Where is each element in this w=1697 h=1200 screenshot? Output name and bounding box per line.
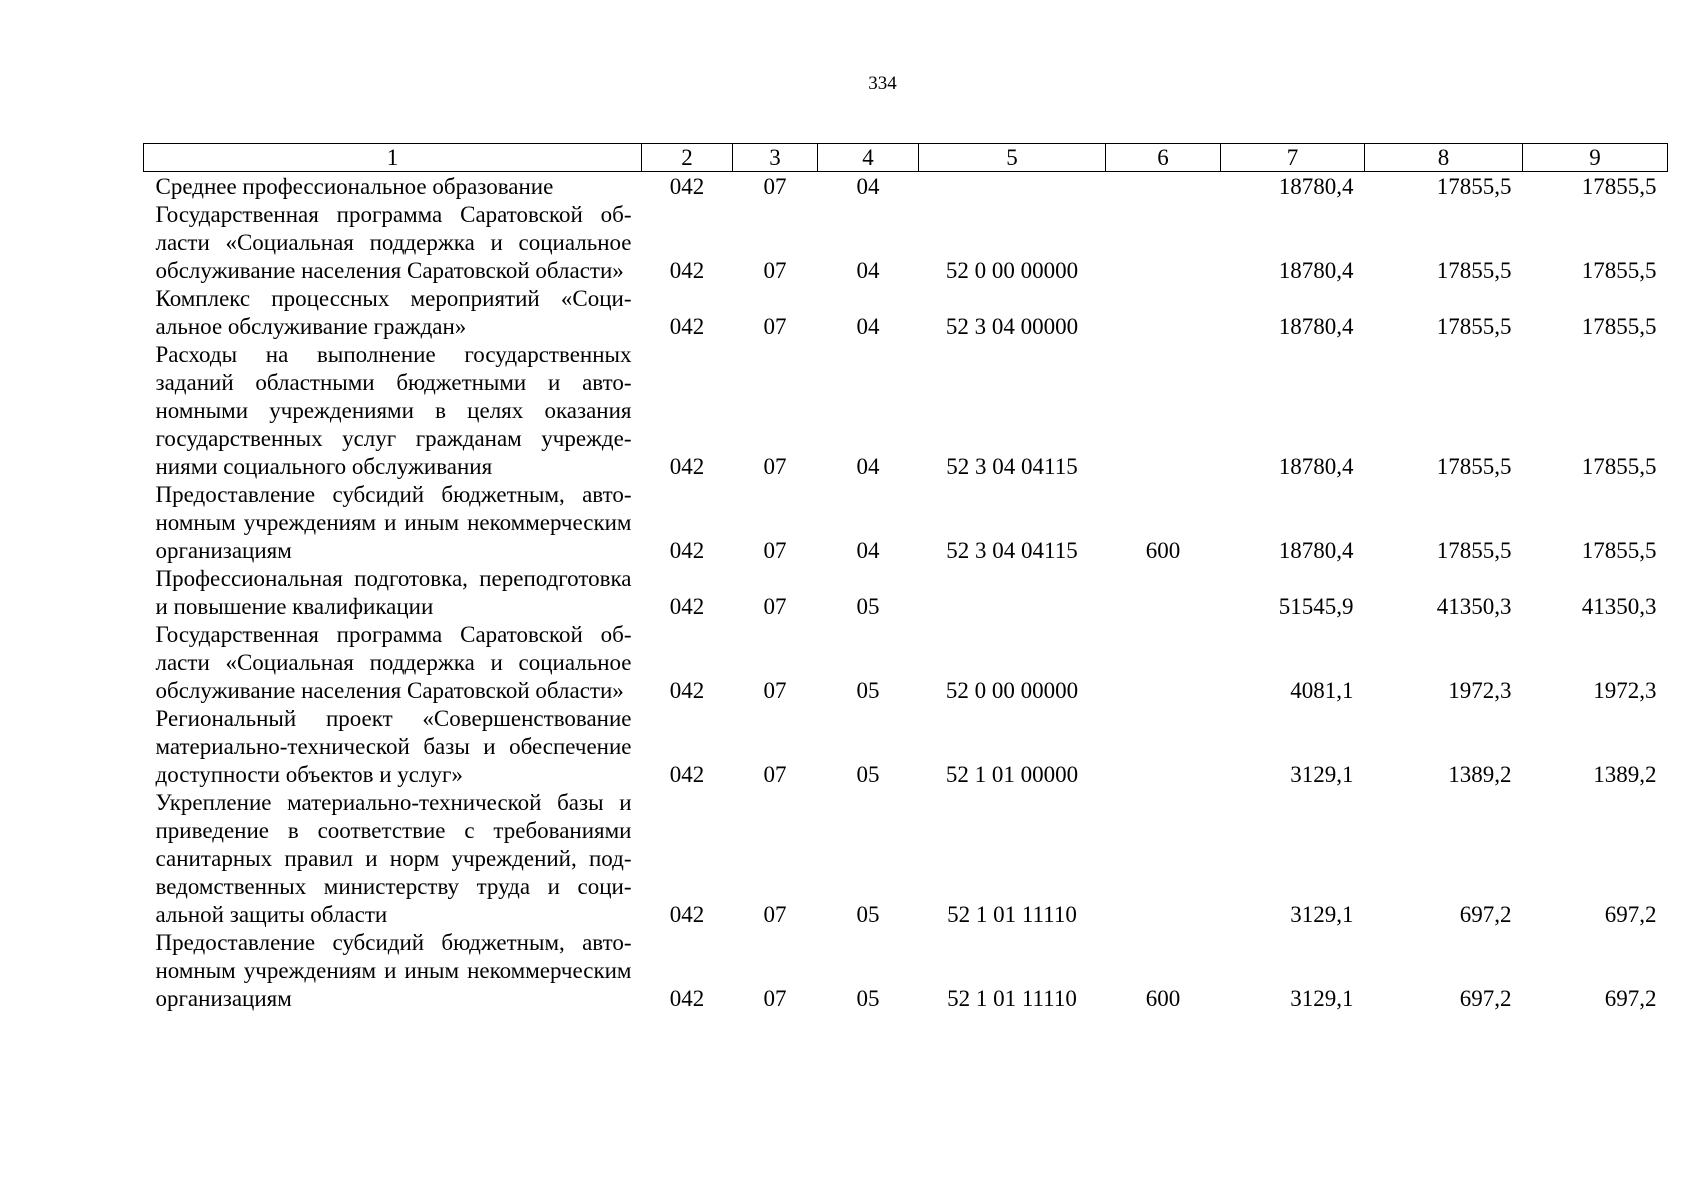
amount-col9-cell: 17855,5	[1581, 314, 1657, 339]
amount-col7-cell: 3129,1	[1290, 902, 1354, 927]
table-row	[144, 172, 1668, 202]
row-name-cell: Укрепление материально-технической базы и приведение в соответствие с требованиями санитарных правил и норм учреждений, подведомственных министерству труда и социальной защиты области	[155, 790, 632, 927]
target-article-cell	[919, 172, 1106, 202]
amount-col9-cell: 697,2	[1604, 986, 1657, 1011]
amount-col8-cell: 1972,3	[1448, 678, 1512, 703]
amount-col8-cell: 17855,5	[1436, 314, 1512, 339]
ministry-code-cell: 042	[669, 538, 705, 563]
row-name-cell: Предоставление субсидий бюджетным, автономным учреждениям и иным некоммерческим организациям	[155, 930, 632, 1011]
amount-col9-cell: 1389,2	[1593, 762, 1657, 787]
expense-type-cell	[1106, 565, 1221, 621]
subsection-code-cell: 05	[856, 762, 880, 787]
subsection-code-cell: 04	[856, 174, 880, 199]
amount-col7-cell: 51545,9	[1278, 594, 1354, 619]
ministry-code-cell: 042	[669, 594, 705, 619]
section-code-cell: 07	[763, 454, 787, 479]
ministry-code-cell: 042	[669, 678, 705, 703]
amount-col9-cell: 697,2	[1604, 902, 1657, 927]
amount-col9-cell: 17855,5	[1581, 258, 1657, 283]
section-code-cell: 07	[763, 538, 787, 563]
subsection-code-cell: 05	[856, 594, 880, 619]
section-code-cell: 07	[763, 314, 787, 339]
section-code-cell: 07	[763, 174, 787, 199]
section-code-cell: 07	[763, 678, 787, 703]
section-code-cell: 07	[763, 986, 787, 1011]
amount-col8-cell: 17855,5	[1436, 538, 1512, 563]
table-row	[144, 201, 1668, 285]
target-article-cell: 52 1 01 00000	[945, 762, 1079, 787]
ministry-code-cell: 042	[669, 258, 705, 283]
amount-col9-cell: 17855,5	[1581, 538, 1657, 563]
row-name-cell: Комплекс процессных мероприятий «Социальное обслуживание граждан»	[155, 286, 632, 339]
target-article-cell: 52 3 04 04115	[946, 538, 1078, 563]
amount-col8-cell: 17855,5	[1436, 174, 1512, 199]
ministry-code-cell: 042	[669, 902, 705, 927]
target-article-cell: 52 0 00 00000	[945, 258, 1079, 283]
header-cell-col2: 2	[642, 144, 733, 172]
subsection-code-cell: 04	[856, 314, 880, 339]
ministry-code-cell: 042	[669, 986, 705, 1011]
header-row	[144, 144, 1668, 172]
target-article-cell: 52 1 01 11110	[947, 902, 1077, 927]
target-article-cell: 52 3 04 04115	[946, 454, 1078, 479]
expense-type-cell	[1106, 285, 1221, 341]
subsection-code-cell: 05	[856, 678, 880, 703]
header-cell-col5: 5	[919, 144, 1106, 172]
expense-type-cell	[1106, 201, 1221, 285]
amount-col8-cell: 41350,3	[1436, 594, 1512, 619]
table-row	[144, 621, 1668, 705]
expense-type-cell	[1106, 172, 1221, 202]
header-cell-col6: 6	[1106, 144, 1221, 172]
amount-col7-cell: 18780,4	[1278, 174, 1354, 199]
amount-col9-cell: 1972,3	[1593, 678, 1657, 703]
amount-col8-cell: 1389,2	[1448, 762, 1512, 787]
amount-col8-cell: 697,2	[1459, 986, 1512, 1011]
ministry-code-cell: 042	[669, 174, 705, 199]
table-row	[144, 565, 1668, 621]
subsection-code-cell: 05	[856, 986, 880, 1011]
table-row	[144, 929, 1668, 1013]
amount-col7-cell: 3129,1	[1290, 986, 1354, 1011]
row-name-cell: Профессиональная подготовка, переподготовка и повышение квалификации	[155, 566, 632, 619]
amount-col8-cell: 697,2	[1459, 902, 1512, 927]
section-code-cell: 07	[763, 902, 787, 927]
section-code-cell: 07	[763, 594, 787, 619]
ministry-code-cell: 042	[669, 762, 705, 787]
subsection-code-cell: 05	[856, 902, 880, 927]
header-cell-col1: 1	[144, 144, 642, 172]
ministry-code-cell: 042	[669, 314, 705, 339]
header-cell-col9: 9	[1523, 144, 1668, 172]
section-code-cell: 07	[763, 258, 787, 283]
budget-table	[143, 143, 1668, 1013]
amount-col7-cell: 18780,4	[1278, 538, 1354, 563]
header-cell-col7: 7	[1221, 144, 1365, 172]
subsection-code-cell: 04	[856, 454, 880, 479]
section-code-cell: 07	[763, 762, 787, 787]
table-row	[144, 481, 1668, 565]
target-article-cell: 52 1 01 11110	[947, 986, 1077, 1011]
amount-col8-cell: 17855,5	[1436, 258, 1512, 283]
amount-col9-cell: 17855,5	[1581, 174, 1657, 199]
table-row	[144, 341, 1668, 481]
expense-type-cell	[1106, 789, 1221, 929]
amount-col7-cell: 3129,1	[1290, 762, 1354, 787]
table-row	[144, 285, 1668, 341]
ministry-code-cell: 042	[669, 454, 705, 479]
amount-col7-cell: 18780,4	[1278, 454, 1354, 479]
amount-col7-cell: 4081,1	[1290, 678, 1354, 703]
subsection-code-cell: 04	[856, 258, 880, 283]
target-article-cell	[919, 565, 1106, 621]
header-cell-col3: 3	[733, 144, 818, 172]
amount-col7-cell: 18780,4	[1278, 258, 1354, 283]
page-number: 334	[868, 73, 897, 94]
row-name-cell: Государственная программа Саратовской области «Социальная поддержка и социальное обслуживание населения Саратовской области»	[155, 202, 632, 283]
expense-type-cell	[1106, 341, 1221, 481]
row-name-cell: Региональный проект «Совершенствование материально-технической базы и обеспечение доступности объектов и услуг»	[155, 706, 632, 787]
row-name-cell: Государственная программа Саратовской области «Социальная поддержка и социальное обслуживание населения Саратовской области»	[155, 622, 632, 703]
target-article-cell: 52 3 04 00000	[945, 314, 1079, 339]
expense-type-cell: 600	[1145, 986, 1181, 1011]
header-cell-col8: 8	[1365, 144, 1523, 172]
expense-type-cell	[1106, 705, 1221, 789]
row-name-cell: Среднее профессиональное образование	[155, 174, 554, 199]
amount-col9-cell: 41350,3	[1581, 594, 1657, 619]
target-article-cell: 52 0 00 00000	[945, 678, 1079, 703]
row-name-cell: Предоставление субсидий бюджетным, автономным учреждениям и иным некоммерческим организациям	[155, 482, 632, 563]
header-cell-col4: 4	[818, 144, 919, 172]
amount-col9-cell: 17855,5	[1581, 454, 1657, 479]
amount-col7-cell: 18780,4	[1278, 314, 1354, 339]
table-row	[144, 789, 1668, 929]
expense-type-cell	[1106, 621, 1221, 705]
row-name-cell: Расходы на выполнение государственных заданий областными бюджетными и автономными учреждениями в целях оказания государственных услуг гражданам учреждениями социального обслуживания	[155, 342, 632, 479]
table-row	[144, 705, 1668, 789]
amount-col8-cell: 17855,5	[1436, 454, 1512, 479]
subsection-code-cell: 04	[856, 538, 880, 563]
expense-type-cell: 600	[1145, 538, 1181, 563]
